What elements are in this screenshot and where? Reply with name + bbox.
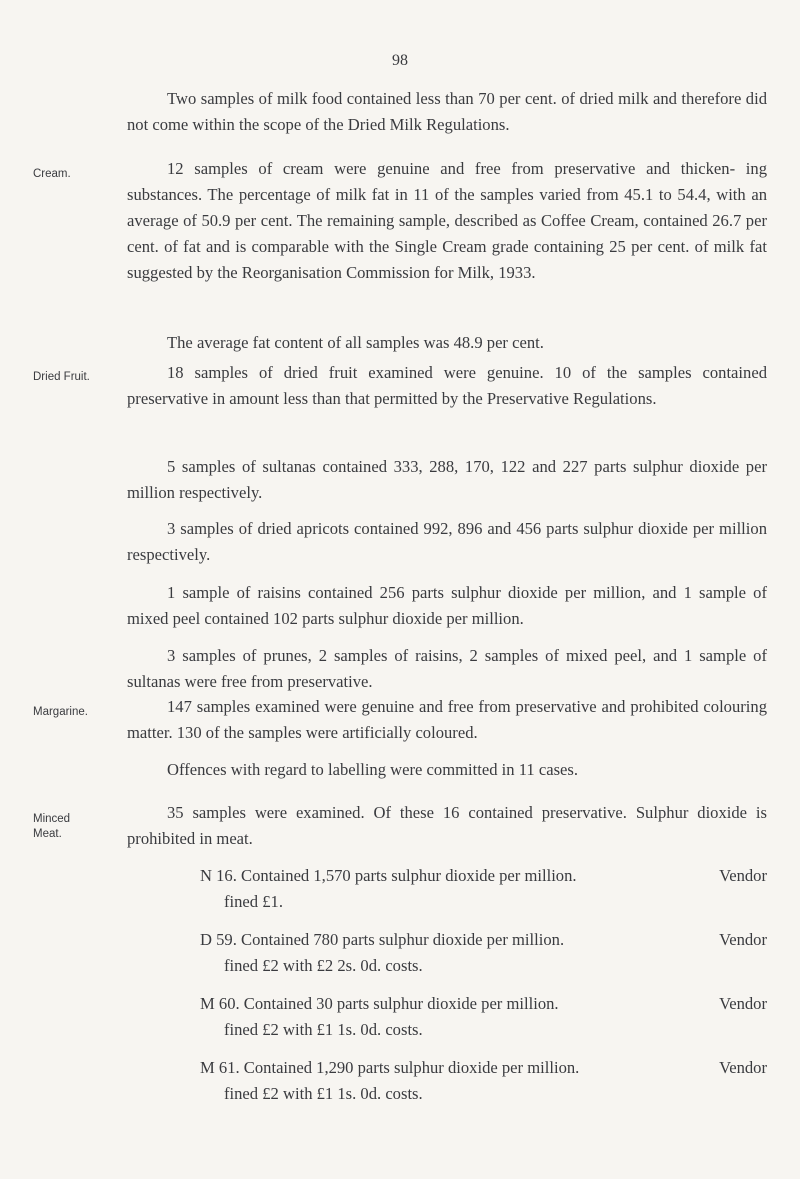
paragraph-apricots: 3 samples of dried apricots contained 992, 896 and 456 parts sulphur dioxide per million respectively. <box>127 519 767 564</box>
paragraph-milk-food: Two samples of milk food contained less than 70 per cent. of dried milk and therefore did not come within the scope of the Dried Milk Regulations. <box>127 89 767 134</box>
case-entry <box>200 863 767 915</box>
margin-label-minced-meat <box>33 812 70 842</box>
paragraph-cream: 12 samples of cream were genuine and free from preservative and thicken- ing substances. The percentage of milk fat in 11 of the samples varied from 45.1 to 54.4, with an average of 50.9 per cent. The remaining sample, described as Coffee Cream, contained 26.7 per cent. of fat and is comparable with the Single Cream grade containing 25 per cent. of milk fat suggested by the Reorganisation Commission for Milk, 1933. <box>127 159 767 282</box>
case-text: N 16. Contained 1,570 parts sulphur dioxide per million. <box>200 866 577 885</box>
case-vendor: Vendor <box>719 930 767 949</box>
case-vendor: Vendor <box>719 1058 767 1077</box>
paragraph-free-from-preservative: 3 samples of prunes, 2 samples of raisins, 2 samples of mixed peel, and 1 sample of sultanas were free from preservative. <box>127 646 767 691</box>
case-vendor: Vendor <box>719 994 767 1013</box>
case-fine: fined £1. <box>224 892 283 911</box>
case-entry <box>200 1055 767 1107</box>
page-number: 98 <box>392 52 408 69</box>
paragraph-cream-average: The average fat content of all samples was 48.9 per cent. <box>167 333 544 352</box>
case-fine: fined £2 with £1 1s. 0d. costs. <box>224 1084 423 1103</box>
case-entry <box>200 927 767 979</box>
margin-label-meat: Meat. <box>33 828 62 840</box>
case-vendor: Vendor <box>719 866 767 885</box>
paragraph-dried-fruit: 18 samples of dried fruit examined were genuine. 10 of the samples contained preservative in amount less than that permitted by the Preservative Regulations. <box>127 363 767 408</box>
paragraph-sultanas: 5 samples of sultanas contained 333, 288, 170, 122 and 227 parts sulphur dioxide per million respectively. <box>127 457 767 502</box>
margin-label-dried-fruit: Dried Fruit. <box>33 371 90 383</box>
paragraph-raisins-peel: 1 sample of raisins contained 256 parts sulphur dioxide per million, and 1 sample of mixed peel contained 102 parts sulphur dioxide per million. <box>127 583 767 628</box>
case-fine: fined £2 with £1 1s. 0d. costs. <box>224 1020 423 1039</box>
margin-label-margarine: Margarine. <box>33 706 88 718</box>
margin-label-cream: Cream. <box>33 168 71 180</box>
case-fine: fined £2 with £2 2s. 0d. costs. <box>224 956 423 975</box>
paragraph-margarine: 147 samples examined were genuine and free from preservative and prohibited colouring matter. 130 of the samples were artificially coloured. <box>127 697 767 742</box>
case-entry <box>200 991 767 1043</box>
case-text: M 60. Contained 30 parts sulphur dioxide per million. <box>200 994 559 1013</box>
margin-label-minced: Minced <box>33 813 71 825</box>
case-text: D 59. Contained 780 parts sulphur dioxide per million. <box>200 930 565 949</box>
paragraph-minced-meat: 35 samples were examined. Of these 16 contained preservative. Sulphur dioxide is prohibited in meat. <box>127 803 767 848</box>
paragraph-labelling: Offences with regard to labelling were committed in 11 cases. <box>167 760 579 779</box>
case-text: M 61. Contained 1,290 parts sulphur dioxide per million. <box>200 1058 580 1077</box>
